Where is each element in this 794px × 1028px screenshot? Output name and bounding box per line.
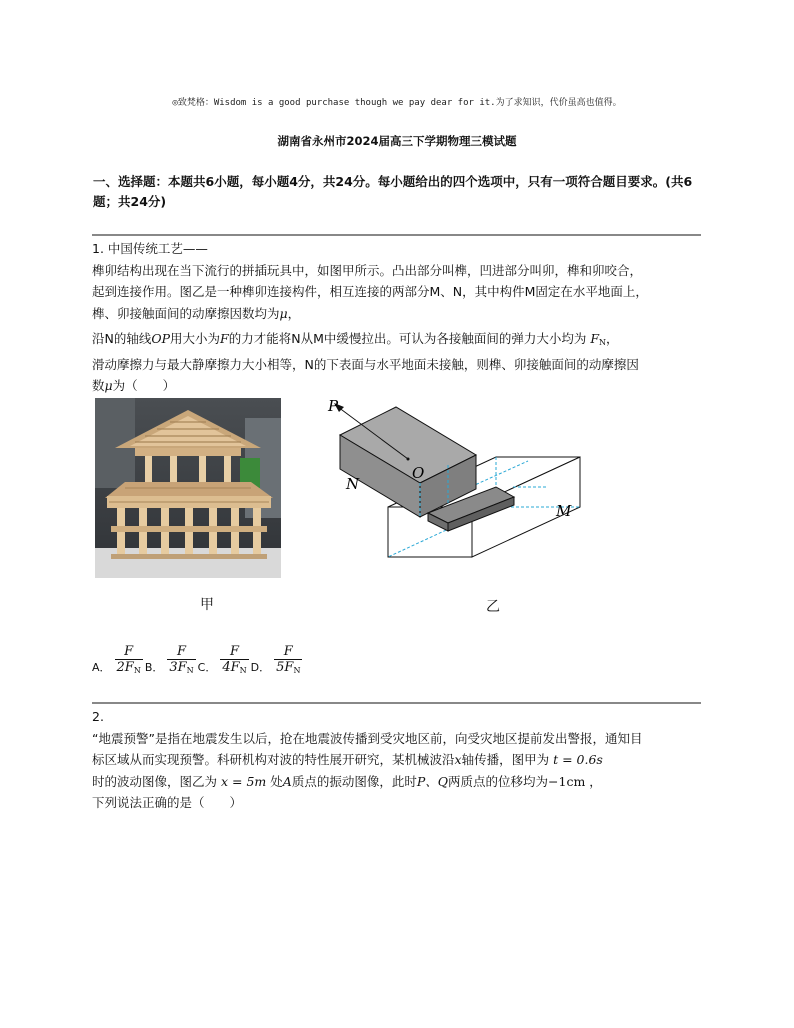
q2-line: 标区域从而实现预警。科研机构对波的特性展开研究，某机械波沿x轴传播，图甲为 t = 0.6s [92, 752, 603, 767]
time-expression: t = 0.6s [553, 752, 603, 767]
option-c[interactable]: C． $\frac{F}{4F_N}$ [197, 644, 247, 675]
q2-line: 下列说法正确的是（ ） [92, 795, 243, 810]
divider [92, 234, 701, 236]
header-motto: ◎致梵格：Wisdom is a good purchase though we pay dear for it.为了求知识，代价虽高也值得。 [172, 98, 622, 108]
option-d[interactable]: D． $\frac{F}{5F_N}$ [250, 644, 301, 675]
question-number: 2. [92, 709, 104, 724]
label-m: M [556, 502, 572, 520]
q1-options [92, 630, 302, 675]
q1-line: 中国传统工艺—— [107, 241, 208, 256]
q2-line: “地震预警”是指在地震发生以后，抢在地震波传播到受灾地区前，向受灾地区提前发出警报，通知目 [92, 730, 643, 746]
label-p: P [328, 397, 339, 415]
wooden-pavilion-photo [95, 398, 281, 578]
figure-label-yi: 乙 [486, 599, 500, 615]
divider [92, 702, 701, 704]
question-2 [92, 706, 704, 814]
q1-line: 滑动摩擦力与最大静摩擦力大小相等，N的下表面与水平地面未接触，则榫、卯接触面间的动摩擦因 [92, 356, 639, 372]
q1-line: 榫卯结构出现在当下流行的拼插玩具中，如图甲所示。凸出部分叫榫，凹进部分叫卯，榫和卯咬合， [92, 262, 643, 278]
q1-line: 起到连接作用。图乙是一种榫卯连接构件，相互连接的两部分M、N，其中构件M固定在水平地面上， [92, 284, 648, 299]
displacement-value: −1cm [548, 773, 586, 789]
option-b[interactable]: B． $\frac{F}{3F_N}$ [144, 644, 194, 675]
section-heading: 一、选择题：本题共6小题，每小题4分，共24分。每小题给出的四个选项中，只有一项符合题目要求。(共6题；共24分) [93, 174, 693, 209]
page-title: 湖南省永州市2024届高三下学期物理三模试题 [277, 134, 517, 148]
label-n: N [346, 475, 360, 493]
question-number: 1. [92, 241, 104, 256]
figure-label-jia: 甲 [200, 597, 214, 613]
option-a[interactable]: A． $\frac{F}{2F_N}$ [92, 644, 141, 675]
q2-line: 时的波动图像，图乙为 x = 5m 处A质点的振动图像，此时P、Q两质点的位移均为−1cm ， [92, 773, 602, 789]
question-1 [92, 238, 704, 397]
mortise-tenon-diagram [318, 395, 586, 565]
q1-line: 沿N的轴线OP用大小为F的力才能将N从M中缓慢拉出。可认为各接触面间的弹力大小均为 $F_N$， [92, 331, 619, 347]
q1-line: 数μ为（ ） [92, 378, 176, 393]
fn-symbol: $F_N$ [590, 331, 607, 347]
mu-symbol: μ [279, 305, 288, 321]
label-o: O [412, 464, 425, 482]
position-expression: x = 5m [221, 773, 267, 789]
q1-line: 榫、卯接触面间的动摩擦因数均为μ， [92, 305, 301, 321]
